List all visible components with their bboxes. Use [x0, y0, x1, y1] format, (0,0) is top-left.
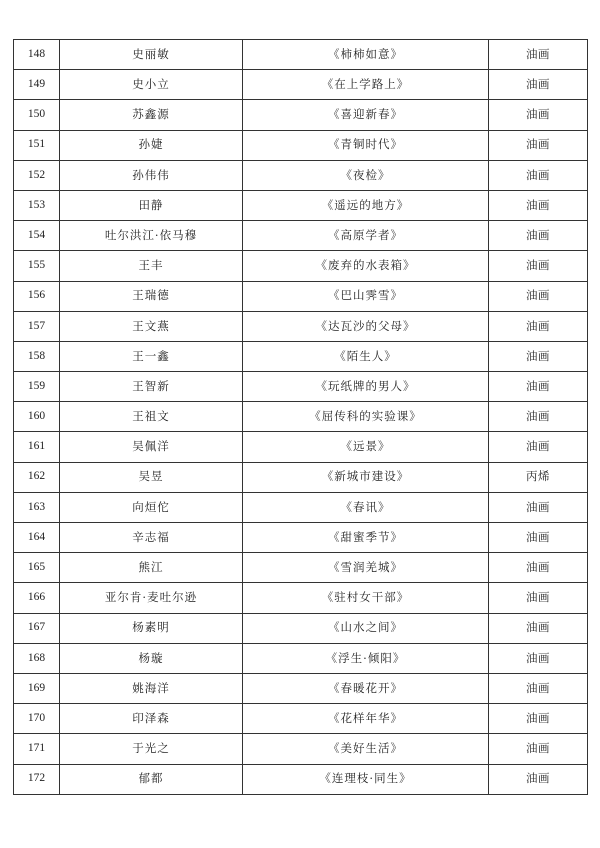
artwork-medium: 油画: [489, 704, 588, 734]
artwork-medium: 油画: [489, 764, 588, 794]
artist-name: 孙伟伟: [60, 160, 243, 190]
table-row: [14, 130, 588, 160]
artwork-title: 《遥远的地方》: [243, 190, 489, 220]
table-body: [14, 40, 588, 795]
artist-name: 王祖文: [60, 402, 243, 432]
artwork-title: 《甜蜜季节》: [243, 523, 489, 553]
artist-name: 杨璇: [60, 643, 243, 673]
artwork-medium: 油画: [489, 160, 588, 190]
table-row: [14, 583, 588, 613]
artist-name: 向烜佗: [60, 492, 243, 522]
artwork-title: 《青铜时代》: [243, 130, 489, 160]
artist-name: 王文燕: [60, 311, 243, 341]
artwork-title: 《雪润羌城》: [243, 553, 489, 583]
artist-name: 苏鑫源: [60, 100, 243, 130]
table-row: [14, 100, 588, 130]
artist-name: 吴昱: [60, 462, 243, 492]
artwork-title: 《高原学者》: [243, 221, 489, 251]
artwork-title: 《连理枝·同生》: [243, 764, 489, 794]
entry-number: 149: [14, 70, 60, 100]
table-row: [14, 613, 588, 643]
entry-number: 165: [14, 553, 60, 583]
table-row: [14, 221, 588, 251]
table-row: [14, 402, 588, 432]
artwork-title: 《巴山霁雪》: [243, 281, 489, 311]
table-row: [14, 734, 588, 764]
artwork-title: 《春暖花开》: [243, 673, 489, 703]
artist-name: 郁都: [60, 764, 243, 794]
table-row: [14, 764, 588, 794]
artist-name: 王一鑫: [60, 341, 243, 371]
table-row: [14, 432, 588, 462]
artwork-medium: 油画: [489, 40, 588, 70]
artwork-title: 《废弃的水表箱》: [243, 251, 489, 281]
artist-name: 田静: [60, 190, 243, 220]
artwork-medium: 油画: [489, 553, 588, 583]
artwork-title: 《花样年华》: [243, 704, 489, 734]
artwork-title: 《陌生人》: [243, 341, 489, 371]
artist-name: 史丽敏: [60, 40, 243, 70]
table-row: [14, 523, 588, 553]
entry-number: 155: [14, 251, 60, 281]
entry-number: 157: [14, 311, 60, 341]
artwork-medium: 油画: [489, 281, 588, 311]
artist-name: 于光之: [60, 734, 243, 764]
artist-name: 姚海洋: [60, 673, 243, 703]
entry-number: 167: [14, 613, 60, 643]
artwork-medium: 油画: [489, 432, 588, 462]
artwork-medium: 油画: [489, 523, 588, 553]
artwork-title: 《春讯》: [243, 492, 489, 522]
entry-number: 151: [14, 130, 60, 160]
artwork-title: 《驻村女干部》: [243, 583, 489, 613]
artist-name: 王丰: [60, 251, 243, 281]
artwork-medium: 油画: [489, 583, 588, 613]
entry-number: 166: [14, 583, 60, 613]
artist-name: 辛志福: [60, 523, 243, 553]
artwork-title: 《美好生活》: [243, 734, 489, 764]
table-row: [14, 311, 588, 341]
table-row: [14, 704, 588, 734]
artwork-title: 《浮生·倾阳》: [243, 643, 489, 673]
entry-number: 160: [14, 402, 60, 432]
artwork-medium: 油画: [489, 190, 588, 220]
table-row: [14, 70, 588, 100]
entry-number: 168: [14, 643, 60, 673]
artwork-medium: 油画: [489, 221, 588, 251]
entry-number: 158: [14, 341, 60, 371]
artwork-title: 《山水之间》: [243, 613, 489, 643]
artwork-medium: 油画: [489, 613, 588, 643]
table-row: [14, 190, 588, 220]
artwork-title: 《在上学路上》: [243, 70, 489, 100]
table-row: [14, 553, 588, 583]
entry-number: 164: [14, 523, 60, 553]
table-row: [14, 40, 588, 70]
artwork-list-table: [13, 39, 588, 795]
artwork-title: 《达瓦沙的父母》: [243, 311, 489, 341]
artwork-medium: 油画: [489, 673, 588, 703]
table-row: [14, 372, 588, 402]
artist-name: 史小立: [60, 70, 243, 100]
artwork-title: 《新城市建设》: [243, 462, 489, 492]
entry-number: 163: [14, 492, 60, 522]
artist-name: 印泽森: [60, 704, 243, 734]
artwork-title: 《喜迎新春》: [243, 100, 489, 130]
entry-number: 150: [14, 100, 60, 130]
artist-name: 王瑞德: [60, 281, 243, 311]
artwork-title: 《远景》: [243, 432, 489, 462]
artist-name: 王智新: [60, 372, 243, 402]
artwork-medium: 油画: [489, 372, 588, 402]
table-row: [14, 492, 588, 522]
artist-name: 熊江: [60, 553, 243, 583]
artwork-medium: 油画: [489, 251, 588, 281]
artwork-title: 《柿柿如意》: [243, 40, 489, 70]
entry-number: 162: [14, 462, 60, 492]
table-row: [14, 673, 588, 703]
table-row: [14, 341, 588, 371]
table-row: [14, 462, 588, 492]
entry-number: 171: [14, 734, 60, 764]
artwork-medium: 油画: [489, 402, 588, 432]
table-row: [14, 281, 588, 311]
artist-name: 杨素明: [60, 613, 243, 643]
table-row: [14, 251, 588, 281]
entry-number: 153: [14, 190, 60, 220]
table-row: [14, 160, 588, 190]
artwork-title: 《玩纸牌的男人》: [243, 372, 489, 402]
artwork-medium: 油画: [489, 341, 588, 371]
artwork-title: 《夜检》: [243, 160, 489, 190]
artist-name: 孙婕: [60, 130, 243, 160]
artwork-title: 《屈传科的实验课》: [243, 402, 489, 432]
artwork-medium: 油画: [489, 70, 588, 100]
entry-number: 148: [14, 40, 60, 70]
entry-number: 154: [14, 221, 60, 251]
entry-number: 156: [14, 281, 60, 311]
artwork-medium: 油画: [489, 130, 588, 160]
artwork-medium: 丙烯: [489, 462, 588, 492]
artist-name: 吐尔洪江·依马穆: [60, 221, 243, 251]
entry-number: 172: [14, 764, 60, 794]
artwork-medium: 油画: [489, 734, 588, 764]
entry-number: 170: [14, 704, 60, 734]
entry-number: 161: [14, 432, 60, 462]
entry-number: 152: [14, 160, 60, 190]
table-row: [14, 643, 588, 673]
entry-number: 159: [14, 372, 60, 402]
artwork-medium: 油画: [489, 643, 588, 673]
artist-name: 吴佩洋: [60, 432, 243, 462]
artwork-medium: 油画: [489, 311, 588, 341]
artist-name: 亚尔肯·麦吐尔逊: [60, 583, 243, 613]
entry-number: 169: [14, 673, 60, 703]
artwork-medium: 油画: [489, 100, 588, 130]
artwork-medium: 油画: [489, 492, 588, 522]
